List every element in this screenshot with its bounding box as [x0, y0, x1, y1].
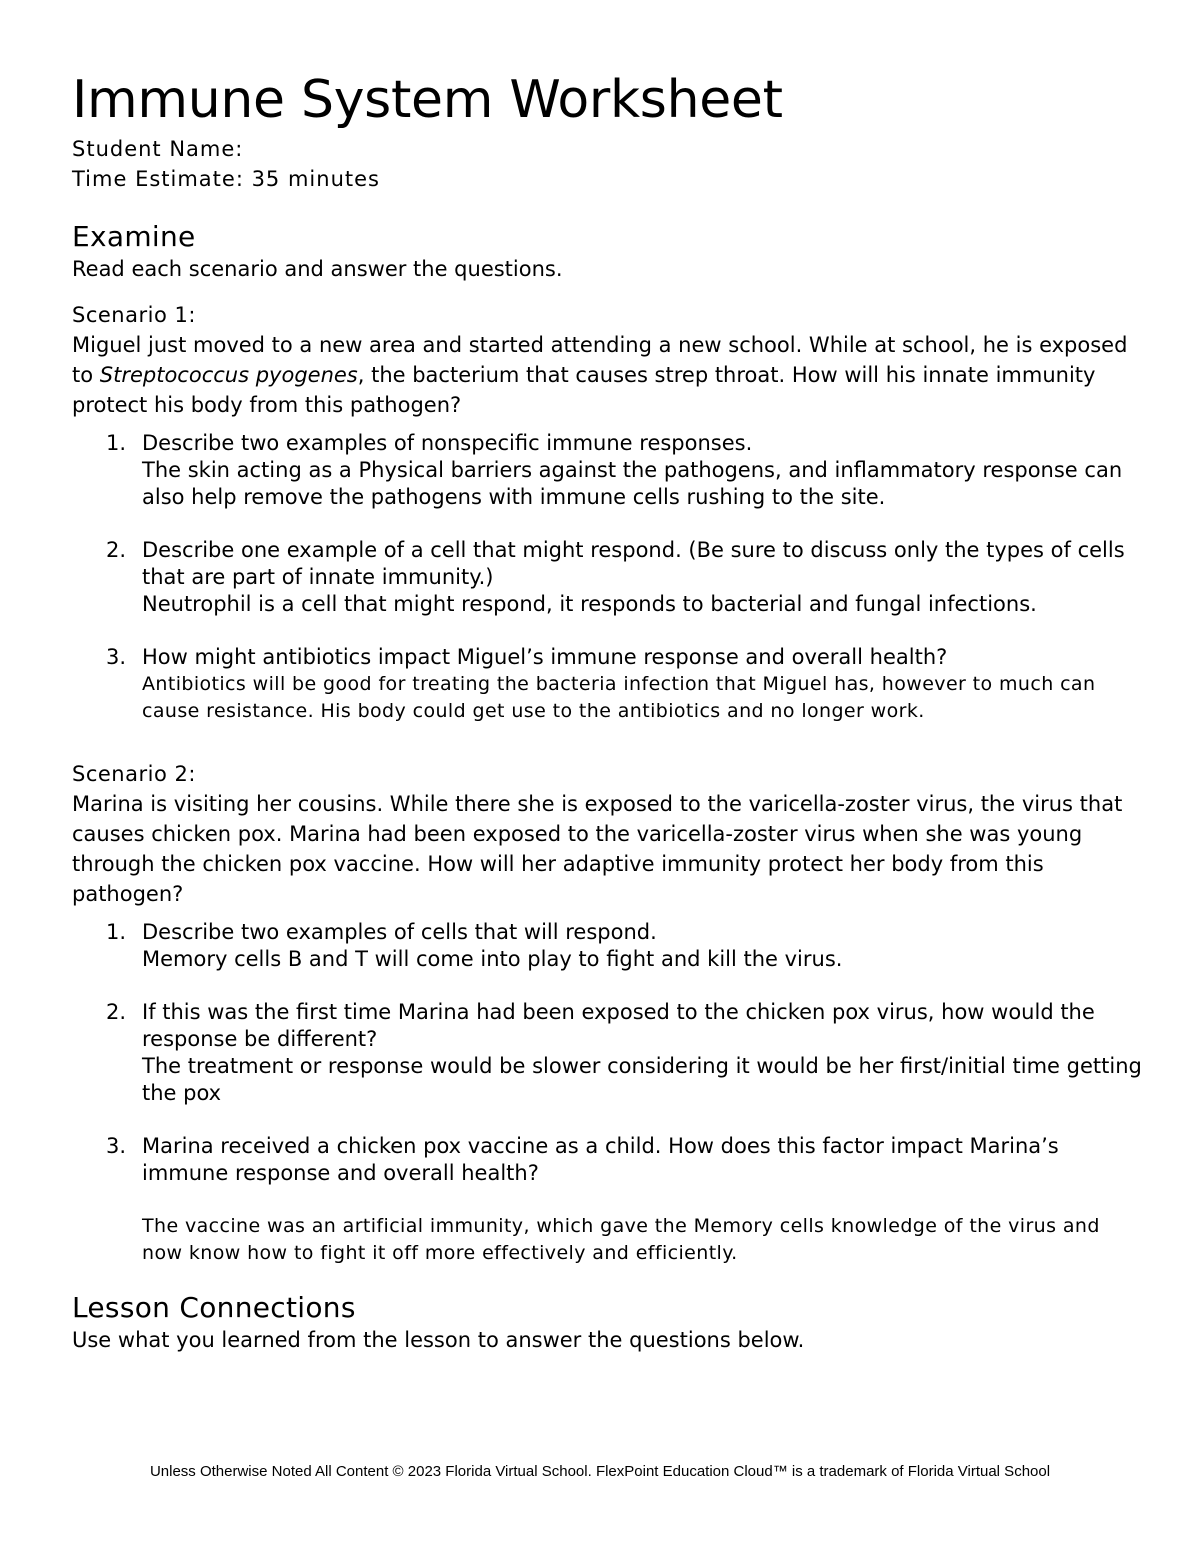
question-item: 3. Marina received a chicken pox vaccine as a child. How does this factor impact Marina’s immune response and overall health? The vaccine was an artificial immunity, which gave the Memory cells knowledge of the virus and now know how to fight it off more effectively and efficiently. — [72, 1133, 1142, 1267]
examine-instructions: Read each scenario and answer the questions. — [72, 257, 563, 281]
scenario-1-text: Miguel just moved to a new area and started attending a new school. While at school, he is exposed to Streptococcus pyogenes, the bacterium that causes strep throat. How will his innate immunity protect his body from this pathogen? — [72, 333, 1128, 417]
time-estimate: Time Estimate: 35 minutes — [72, 167, 380, 191]
scenario-1-italic: Streptococcus pyogenes — [99, 363, 358, 387]
page-title: Immune System Worksheet — [72, 70, 783, 130]
question-item: 2. Describe one example of a cell that might respond. (Be sure to discuss only the types of cells that are part of innate immunity.) Neutrophil is a cell that might respond, it responds to bacterial and fungal infections. — [72, 537, 1142, 618]
footer-copyright: Unless Otherwise Noted All Content © 2023 Florida Virtual School. FlexPoint Education Cloud™ is a trademark of Florida Virtual School — [149, 1463, 1051, 1480]
question-text: Describe one example of a cell that might respond. (Be sure to discuss only the types of cells that are part of innate immunity.) — [142, 538, 1125, 589]
answer-text: Neutrophil is a cell that might respond, it responds to bacterial and fungal infections. — [142, 592, 1037, 616]
student-name-label: Student Name: — [72, 137, 244, 161]
scenario-2-questions — [72, 919, 1142, 1267]
lesson-connections-heading: Lesson Connections — [72, 1291, 356, 1324]
question-text: Describe two examples of cells that will respond. — [142, 920, 657, 944]
worksheet-page — [72, 70, 1142, 1355]
question-item: 1. Describe two examples of nonspecific immune responses. The skin acting as a Physical barriers against the pathogens, and inflammatory response can also help remove the pathogens with immune cells rushing to the site. — [72, 430, 1142, 511]
question-item: 3. How might antibiotics impact Miguel’s immune response and overall health? Antibiotics will be good for treating the bacteria infection that Miguel has, however to much can cause resistance. His body could get use to the antibiotics and no longer work. — [72, 644, 1142, 725]
answer-text: The treatment or response would be slower considering it would be her first/initial time getting the pox — [142, 1054, 1142, 1105]
question-text: If this was the first time Marina had been exposed to the chicken pox virus, how would the response be different? — [142, 1000, 1095, 1051]
scenario-2-text: Marina is visiting her cousins. While there she is exposed to the varicella-zoster virus, the virus that causes chicken pox. Marina had been exposed to the varicella-zoster virus when she was young through the chicken pox vaccine. How will her adaptive immunity protect her body from this pathogen? — [72, 792, 1123, 906]
question-text: How might antibiotics impact Miguel’s immune response and overall health? — [142, 645, 948, 669]
answer-text: Memory cells B and T will come into play to fight and kill the virus. — [142, 947, 843, 971]
scenario-1-label: Scenario 1: — [72, 303, 196, 327]
examine-heading: Examine — [72, 220, 196, 253]
answer-text: Antibiotics will be good for treating the bacteria infection that Miguel has, however to much can cause resistance. His body could get use to the antibiotics and no longer work. — [142, 673, 1096, 722]
lesson-connections-instructions: Use what you learned from the lesson to answer the questions below. — [72, 1328, 805, 1352]
question-text: Marina received a chicken pox vaccine as a child. How does this factor impact Marina’s immune response and overall health? — [142, 1134, 1059, 1185]
answer-text: The skin acting as a Physical barriers against the pathogens, and inflammatory response can also help remove the pathogens with immune cells rushing to the site. — [142, 458, 1123, 509]
scenario-2-label: Scenario 2: — [72, 762, 196, 786]
answer-text: The vaccine was an artificial immunity, which gave the Memory cells knowledge of the virus and now know how to fight it off more effectively and efficiently. — [142, 1215, 1100, 1264]
question-item: 2. If this was the first time Marina had been exposed to the chicken pox virus, how would the response be different? The treatment or response would be slower considering it would be her first/initial time getting the pox — [106, 1000, 1142, 1105]
question-item: 1. Describe two examples of cells that will respond. Memory cells B and T will come into play to fight and kill the virus. — [72, 919, 1142, 973]
question-text: Describe two examples of nonspecific immune responses. — [142, 431, 753, 455]
scenario-1-questions — [72, 430, 1142, 725]
